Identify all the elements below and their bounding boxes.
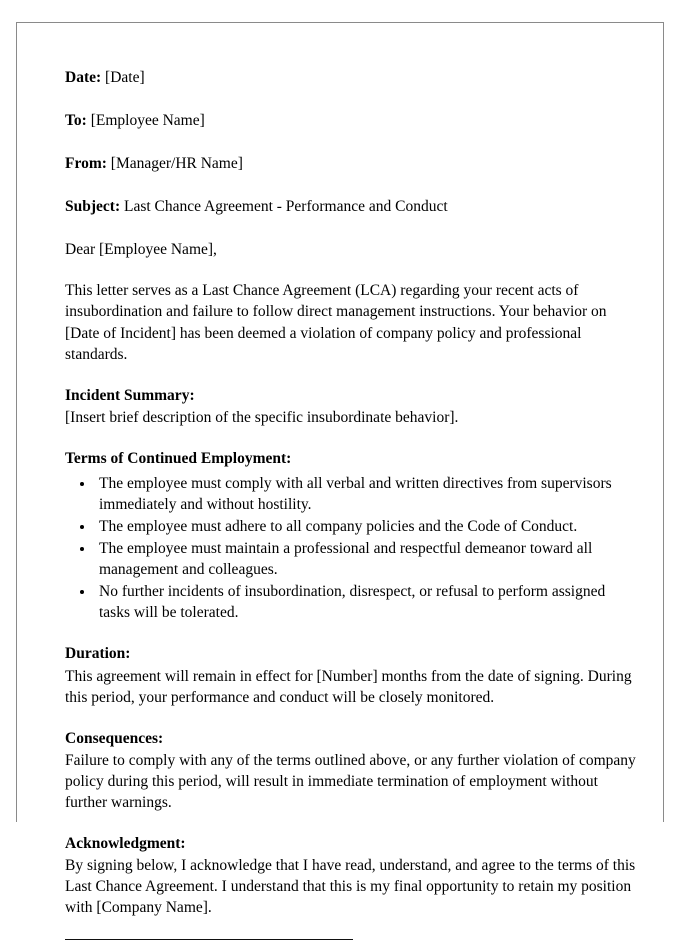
terms-list [65,473,637,624]
list-item: • The employee must adhere to all company policies and the Code of Conduct. [95,516,637,537]
section-heading: Duration: [65,645,131,663]
list-item: • No further incidents of insubordination, disrespect, or refusal to perform assigned tasks will be tolerated. [95,581,637,623]
intro-paragraph: This letter serves as a Last Chance Agreement (LCA) regarding your recent acts of insubordination and failure to follow direct management instructions. Your behavior on [Date of Incident] has been deemed a violation of company policy and professional standards. [65,282,607,363]
field-from-label: From: [65,155,107,173]
field-date-label: Date: [65,69,102,86]
field-subject [65,196,637,217]
field-subject-value: Last Chance Agreement - Performance and Conduct [123,198,448,216]
section-body: By signing below, I acknowledge that I have read, understand, and agree to the terms of this Last Chance Agreement. I understand that this is my final opportunity to retain my position with [Company Name]. [65,857,636,917]
document-content [65,67,637,940]
field-to-value: [Employee Name] [90,112,205,130]
section-heading: Acknowledgment: [65,835,186,853]
section-body: Failure to comply with any of the terms outlined above, or any further violation of company policy during this period, will result in immediate termination of employment without further warnings. [65,751,636,811]
list-item: • The employee must maintain a professional and respectful demeanor toward all management and colleagues. [95,538,637,580]
section-incident-summary [65,385,637,428]
field-from-value: [Manager/HR Name] [110,155,243,173]
section-acknowledgment [65,833,637,918]
section-heading: Consequences: [65,729,164,747]
field-to-label: To: [65,112,87,130]
field-from [65,153,637,174]
section-consequences [65,728,637,813]
section-duration [65,643,637,707]
section-heading: Terms of Continued Employment: [65,449,292,467]
field-to [65,110,637,131]
section-body: This agreement will remain in effect for [Number] months from the date of signing. During this period, your performance and conduct will be closely monitored. [65,667,632,706]
section-terms [65,448,637,624]
field-date-value: [Date] [105,69,145,86]
section-body: [Insert brief description of the specific insubordinate behavior]. [65,408,459,426]
field-subject-label: Subject: [65,198,121,216]
salutation: Dear [Employee Name], [65,241,217,259]
list-item: • The employee must comply with all verbal and written directives from supervisors immediately and without hostility. [95,473,637,515]
document-sheet [16,22,664,917]
section-heading: Incident Summary: [65,386,195,404]
field-date [65,67,637,88]
